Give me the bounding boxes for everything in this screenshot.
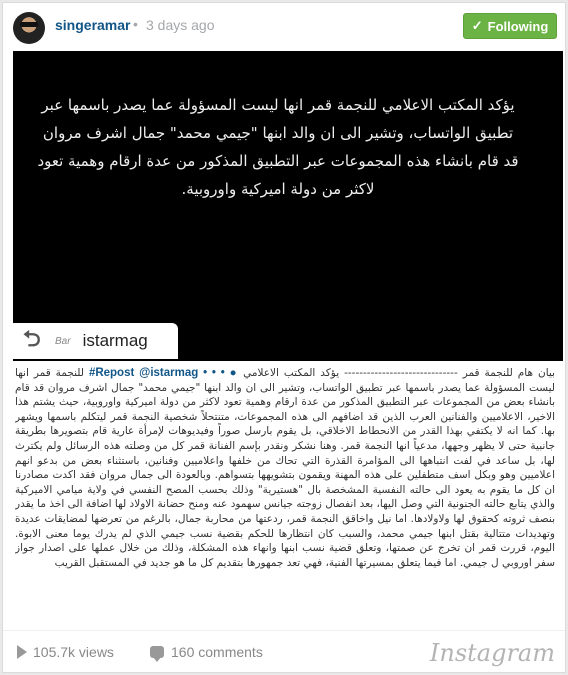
post-caption [15, 366, 555, 628]
check-icon: ✓ [471, 18, 483, 33]
following-label: Following [487, 18, 549, 34]
comment-icon [150, 646, 164, 658]
post-header [3, 3, 565, 51]
following-button[interactable] [463, 13, 557, 39]
views-label: 105.7k views [33, 644, 114, 660]
comments-count[interactable] [150, 644, 263, 660]
post-footer [3, 630, 565, 675]
avatar[interactable] [13, 12, 45, 44]
regram-badge [13, 323, 178, 359]
post-video[interactable] [13, 51, 563, 361]
caption-intro: بيان هام للنجمة قمر ------------------------------ يؤكد المكتب الاعلامي [243, 367, 555, 379]
image-arabic-text: يؤكد المكتب الاعلامي للنجمة قمر انها ليست المسؤولة عما يصدر باسمها عبر تطبيق الواتساب، وتشير الى ان والد ابنها "جيمي محمد" جمال اشرف مروان قد قام بانشاء هذه المجموعات عبر التطبيق المذكور من عدة ارقام وهمية تعود لاكثر من دولة اميركية واوروبية. [37, 96, 519, 198]
instagram-logo[interactable]: Instagram [429, 639, 555, 667]
views-count [17, 644, 114, 660]
repost-tag[interactable]: #Repost @istarmag • • • ● [88, 367, 239, 379]
separator-dot: • [133, 16, 138, 32]
post-timestamp[interactable]: 3 days ago [146, 17, 215, 33]
caption-body: للنجمة قمر انها ليست المسؤولة عما يصدر باسمها عبر تطبيق الواتساب، وتشير الى ان والد ابنها "جيمي محمد" جمال اشرف مروان قد قام بانشاء بعض من المجموعات عبر التطبيق المذكور من عدة ارقام وهمية تعود لاكثر من دولة اميركية واوروبية، حيث يشتم هذا الاخير، الاعلاميين والفنانين العرب الذين قد اضافهم الى هذه المجموعات، متنتحلاً شخصية النجمة قمر ليتكلم باسمها ويشهر بها. كما انه لا يكتفي بهذا القدر من الانحطاط الاخلاقي، بل يقوم بارسل صوراً وفيديوهات لإمرأة عارية قام بتصويرها بطريقة جانبية حتى لا يظهر وجهها، مدعياً انها النجمة قمر. وهنا نشكر ونقدر بإسم الفنانة قمر كل من وصلته هذه الرسائل ولم يكترث لها، بل ساعد في لفت انتباهها الى المؤامرة القذرة التي تحاك من خلفها واعلاميين وفنانين، باستثناء بعض من بدعو انهم اعلاميين وهو وبكل اسف متطفلين على هذه المهنة ويقمون بتشويهها بتسواهم. وبالعودة الى جمال مروان فقد اكدت مصادرنا ان كل ما يقوم به يعود الى حالته النفسية المشخصة بال "هستيرية" وذلك بحسب المصح النفسي في ولاية ميامي الاميركية والذي يتابع حالته الجنونية التي وصل اليها، بعد انفصال زوجته جيانس سهمود عنه ومنح حضانة الاولاد لها اضافة الى اخذ ما يقدر بنصف ثروته كحقوق لها ولاولادها. اما نيل واخاقق النجمة قمر، ردعتها من محاربة جمال، بالرغم من تعرضها لمضايقات عديدة وتهديدات متتالية بقتل ابنها جيمي محمد، والسبب كان انتظارها للحكم بقضية نسب جيمي الذي لم يدرك يوما معنى الابوة. اليوم، قررت قمر ان تخرج عن صمتها، وتعلق قضية نسب ابنها وانهاء هذه المشكلة، وذلك من خلال عملها على اصدار جواز سفر اوروبي ل جيمي. اما فيما يتعلق بمسيرتها الفنية، فهي تعد جمهورها بتقديم كل ما هو جديد في المستقبل القريب [15, 367, 555, 569]
repost-icon: ⮌ [23, 326, 41, 351]
comments-label: 160 comments [171, 644, 263, 660]
regram-app-logo: Bar [55, 335, 71, 347]
post-card [2, 2, 566, 673]
regram-username: istarmag [82, 331, 148, 350]
play-icon [17, 645, 27, 659]
username-link[interactable]: singeramar [55, 17, 131, 33]
